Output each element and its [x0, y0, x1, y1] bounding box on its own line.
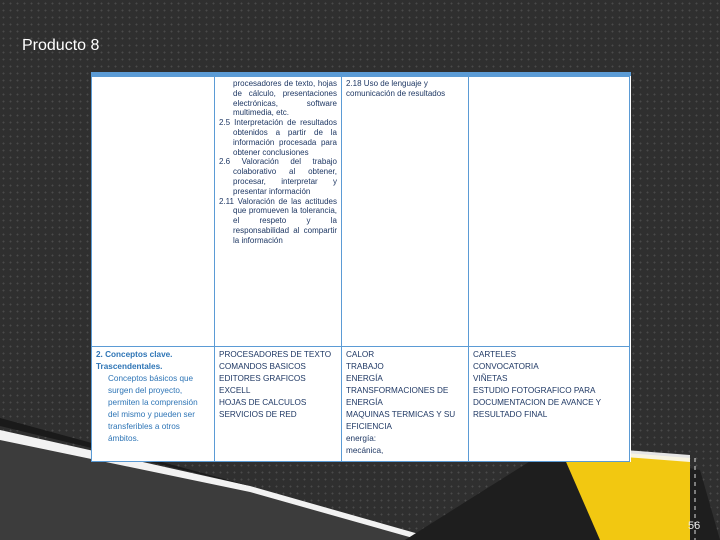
table-row [92, 347, 630, 462]
embedded-table-image [91, 72, 631, 462]
list-item: procesadores de texto, hojas de cálculo, presentaciones electrónicas, software multimedia, etc. [233, 79, 337, 118]
list-item: MAQUINAS TERMICAS Y SU EFICIENCIA [346, 410, 456, 431]
table-cell-language [342, 77, 469, 347]
table-cell-contents [215, 77, 342, 347]
list-item: EDITORES GRAFICOS EXCELL [219, 374, 306, 395]
list-item: VIÑETAS [473, 374, 508, 383]
concept-title: 2. Conceptos clave. Trascendentales. [96, 350, 173, 371]
table-row [92, 77, 630, 347]
list-item: 2.5 Interpretación de resultados obtenidos a partir de la información procesada para obtener conclusiones [219, 118, 337, 157]
list-item: 2.11 Valoración de las actitudes que promueven la tolerancia, el respeto y la responsabilidad al compartir la información [219, 196, 337, 245]
table-cell-products [469, 347, 630, 462]
table-cell-tools [215, 347, 342, 462]
table-cell-concepts [92, 347, 215, 462]
list-item: CARTELES [473, 350, 517, 359]
table-cell-empty [92, 77, 215, 347]
list-item: HOJAS DE CALCULOS [219, 398, 307, 407]
list-item: CALOR [346, 350, 375, 359]
list-item: SERVICIOS DE RED [219, 410, 297, 419]
list-item: CONVOCATORIA [473, 362, 539, 371]
list-item: TRANSFORMACIONES DE ENERGÍA [346, 386, 449, 407]
list-item: PROCESADORES DE TEXTO [219, 350, 332, 359]
list-item: 2.6 Valoración del trabajo colaborativo al obtener, procesar, interpretar y presentar información [219, 157, 337, 196]
list-item: TRABAJO [346, 362, 384, 371]
list-item: COMANDOS BASICOS [219, 362, 306, 371]
slide-title: Producto 8 [22, 37, 100, 54]
list-item: ENERGÍA [346, 374, 383, 383]
table-cell-physics [342, 347, 469, 462]
table-cell-empty [469, 77, 630, 347]
cell-text: 2.18 Uso de lenguaje y comunicación de resultados [346, 79, 446, 98]
concept-body: Conceptos básicos que surgen del proyecto, permiten la comprensión del mismo y pueden ser transferibles a otros ámbitos. [108, 374, 198, 443]
content-table [91, 76, 630, 462]
list-item: energía: [346, 434, 377, 443]
page-number: 56 [688, 520, 701, 532]
list-item: ESTUDIO FOTOGRAFICO PARA DOCUMENTACION DE AVANCE Y RESULTADO FINAL [473, 386, 601, 419]
list-item: mecánica, [346, 446, 384, 455]
